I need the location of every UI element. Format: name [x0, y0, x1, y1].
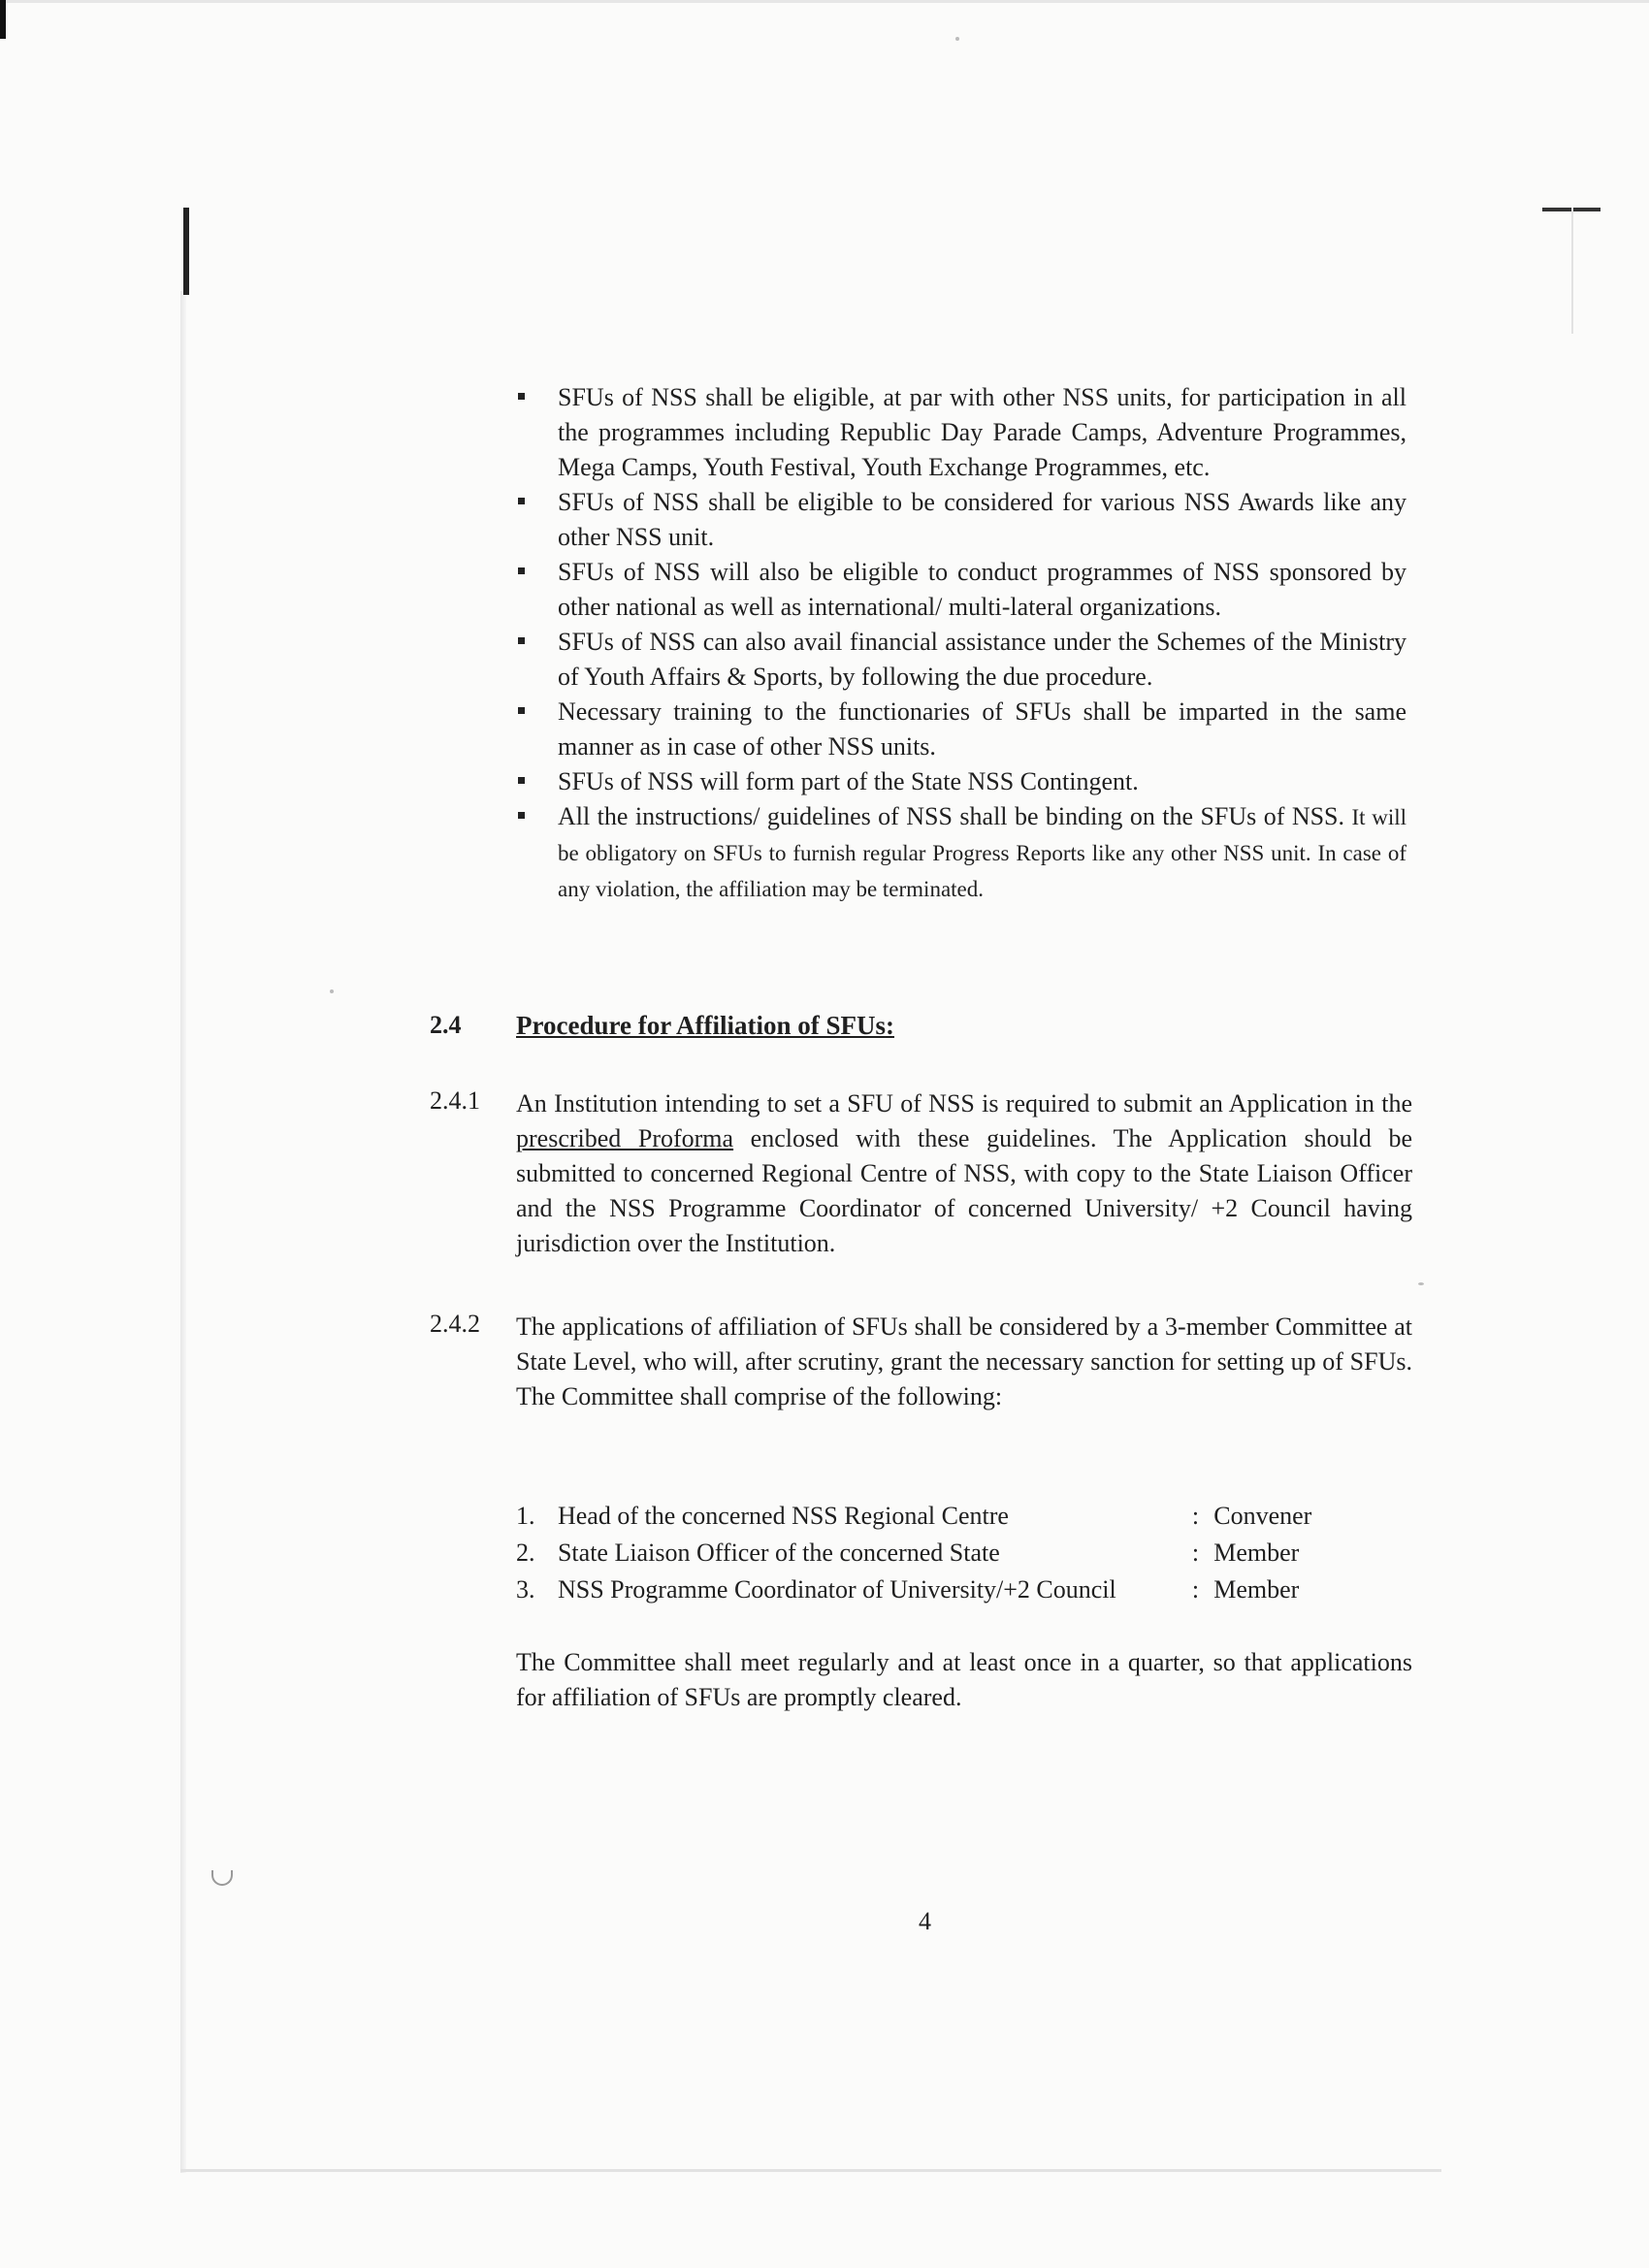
- eligibility-bullet-list: [514, 380, 1406, 907]
- bullet-item: SFUs of NSS shall be eligible to be considered for various NSS Awards like any other NSS unit.: [514, 485, 1406, 555]
- clause-2-4-2-text: The applications of affiliation of SFUs shall be considered by a 3-member Committee at State Level, who will, after scrutiny, grant the necessary sanction for setting up of SFUs. The Committee shall comprise of the following:: [516, 1312, 1412, 1410]
- square-bullet-icon: [518, 812, 525, 819]
- square-bullet-icon: [518, 777, 525, 784]
- scan-artifact-mark: [0, 0, 6, 39]
- square-bullet-icon: [518, 393, 525, 400]
- bullet-item: All the instructions/ guidelines of NSS shall be binding on the SFUs of NSS. It will be obligatory on SFUs to furnish regular Progress Reports like any other NSS unit. In case of any violation, the affiliation may be terminated.: [514, 799, 1406, 907]
- committee-row: 2. State Liaison Officer of the concerned State : Member: [516, 1539, 1300, 1567]
- page-left-edge: [180, 291, 186, 2173]
- section-heading: Procedure for Affiliation of SFUs:: [516, 1011, 894, 1040]
- bullet-item: SFUs of NSS can also avail financial assistance under the Schemes of the Ministry of Youth Affairs & Sports, by following the due procedure.: [514, 625, 1406, 695]
- clause-number: 2.4.1: [430, 1086, 480, 1115]
- bullet-item: SFUs of NSS will form part of the State NSS Contingent.: [514, 764, 1406, 799]
- page-number: 4: [919, 1907, 931, 1935]
- square-bullet-icon: [518, 637, 525, 644]
- page-bottom-edge: [180, 2169, 1441, 2172]
- section-number: 2.4: [430, 1011, 462, 1039]
- scan-speck: [955, 37, 959, 41]
- bullet-item: SFUs of NSS shall be eligible, at par with other NSS units, for participation in all the programmes including Republic Day Parade Camps, Adventure Programmes, Mega Camps, Youth Festival, Youth Exchange Programmes, etc.: [514, 380, 1406, 485]
- scan-speck: [1418, 1282, 1424, 1285]
- scan-top-edge: [0, 0, 1649, 3]
- committee-row: 1. Head of the concerned NSS Regional Centre : Convener: [516, 1502, 1312, 1530]
- clause-number: 2.4.2: [430, 1310, 480, 1338]
- scan-speck: [330, 989, 334, 993]
- bullet-item: SFUs of NSS will also be eligible to conduct programmes of NSS sponsored by other national as well as international/ multi-lateral organizations.: [514, 555, 1406, 625]
- square-bullet-icon: [518, 567, 525, 574]
- scan-artifact-line: [1571, 208, 1573, 334]
- square-bullet-icon: [518, 707, 525, 714]
- committee-row: 3. NSS Programme Coordinator of University/+2 Council : Member: [516, 1575, 1300, 1604]
- square-bullet-icon: [518, 498, 525, 504]
- clause-2-4-1-text: An Institution intending to set a SFU of NSS is required to submit an Application in the prescribed Proforma enclosed with these guidelines. The Application should be submitted to concerned Regional Centre of NSS, with copy to the State Liaison Officer and the NSS Programme Coordinator of concerned University/ +2 Council having jurisdiction over the Institution.: [516, 1089, 1412, 1257]
- scan-smudge: [211, 1870, 233, 1886]
- closing-paragraph: The Committee shall meet regularly and at least once in a quarter, so that applications for affiliation of SFUs are promptly cleared.: [516, 1648, 1412, 1711]
- binding-mark: [183, 208, 189, 295]
- bullet-item: Necessary training to the functionaries of SFUs shall be imparted in the same manner as in case of other NSS units.: [514, 695, 1406, 764]
- prescribed-proforma-reference: prescribed Proforma: [516, 1124, 734, 1152]
- committee-list: [516, 1498, 1341, 1608]
